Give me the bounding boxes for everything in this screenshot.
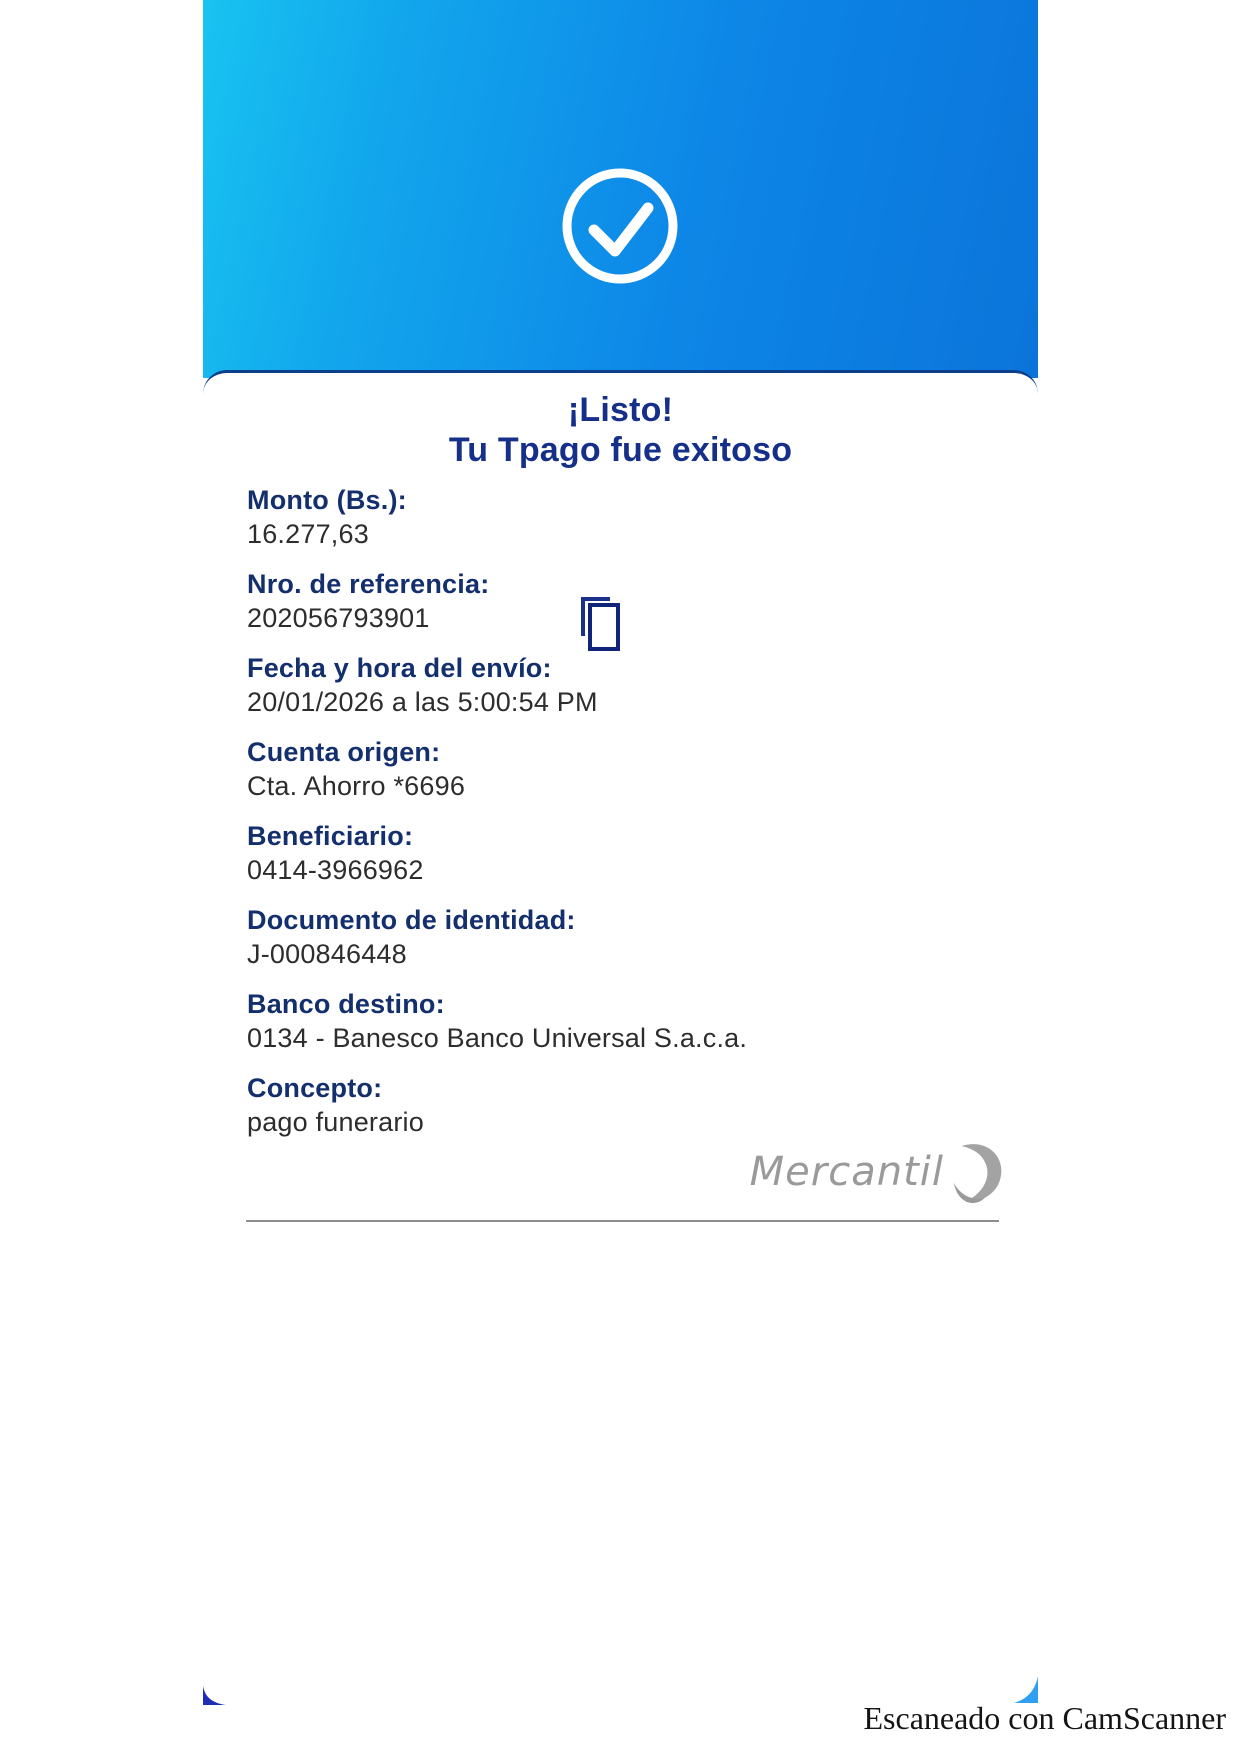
field-value: J-000846448: [247, 939, 407, 969]
field-value: Cta. Ahorro *6696: [247, 771, 466, 801]
screenshot-corner-left-icon: [203, 1686, 226, 1705]
field-value: 16.277,63: [247, 519, 369, 549]
field-documento: [247, 903, 957, 971]
receipt-fields: [247, 483, 957, 1155]
mercantil-wordmark: Mercantil: [749, 1148, 944, 1195]
mercantil-logo: [750, 1134, 1002, 1209]
tpago-receipt-screenshot: [203, 0, 1038, 1705]
check-circle-icon: [558, 164, 682, 288]
success-header: [203, 0, 1038, 378]
page-title: [203, 390, 1038, 470]
field-label: Documento de identidad:: [247, 905, 576, 935]
copy-icon[interactable]: [577, 594, 623, 654]
field-value: 20/01/2026 a las 5:00:54 PM: [247, 687, 598, 717]
field-value: 0414-3966962: [247, 855, 424, 885]
field-label: Monto (Bs.):: [247, 485, 407, 515]
field-value: 0134 - Banesco Banco Universal S.a.c.a.: [247, 1023, 748, 1053]
field-label: Banco destino:: [247, 989, 445, 1019]
field-beneficiario: [247, 819, 957, 887]
mercantil-swoosh-icon: [948, 1140, 1002, 1209]
field-label: Fecha y hora del envío:: [247, 653, 552, 683]
field-label: Cuenta origen:: [247, 737, 441, 767]
field-banco-destino: [247, 987, 957, 1055]
screenshot-corner-right-icon: [1014, 1676, 1038, 1703]
field-monto: [247, 483, 957, 551]
field-label: Concepto:: [247, 1073, 383, 1103]
field-value: pago funerario: [247, 1107, 424, 1137]
footer-divider: [246, 1220, 999, 1222]
title-line-1: ¡Listo!: [567, 391, 674, 429]
field-concepto: [247, 1071, 957, 1139]
field-value: 202056793901: [247, 603, 430, 633]
field-cuenta-origen: [247, 735, 957, 803]
field-fecha: [247, 651, 957, 719]
field-label: Beneficiario:: [247, 821, 414, 851]
field-label: Nro. de referencia:: [247, 569, 490, 599]
camscanner-credit: Escaneado con CamScanner: [863, 1700, 1226, 1736]
title-line-2: Tu Tpago fue exitoso: [448, 431, 793, 469]
